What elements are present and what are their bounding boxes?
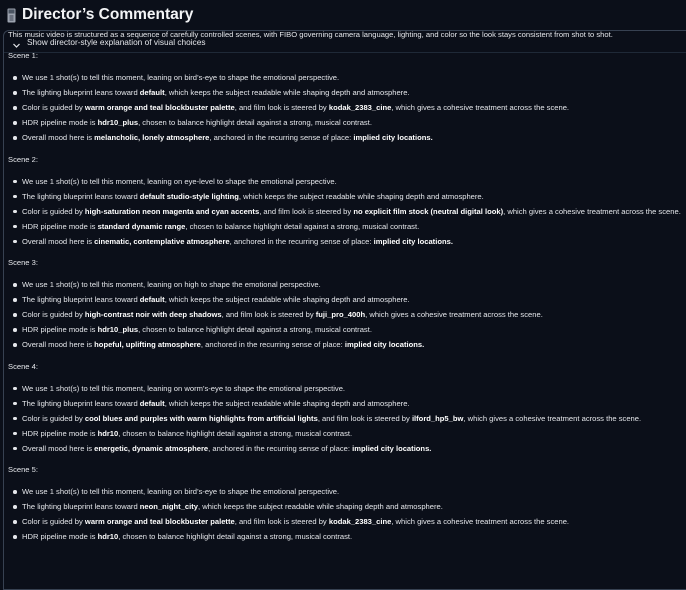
text-segment: , and film look is steered by	[259, 206, 354, 216]
bold-value: cool blues and purples with warm highlights from artificial lights	[84, 413, 318, 423]
bold-value: kodak_2383_cine	[328, 517, 392, 526]
list-item	[8, 444, 431, 454]
text-segment: , which keeps the subject readable while shaping depth and atmosphere.	[164, 295, 410, 304]
bold-value: default	[139, 398, 165, 408]
list-item	[8, 384, 345, 394]
text-segment: , which keeps the subject readable while shaping depth and atmosphere.	[164, 88, 410, 97]
bold-value: default studio-style lighting	[139, 191, 239, 201]
text-segment: , chosen to balance highlight detail against a strong, musical contrast.	[185, 221, 420, 231]
bold-value: hdr10_plus	[97, 118, 139, 127]
bold-value: default	[139, 295, 165, 304]
scene-heading: Scene 2:	[8, 154, 38, 164]
intro-paragraph: This music video is structured as a sequence of carefully controlled scenes, with FIBO governing camera language, lighting, and color so the look stays consistent from shot to shot.	[8, 30, 613, 39]
scene-heading: Scene 3:	[8, 258, 38, 267]
accordion-label: Show director-style explanation of visual choices	[27, 36, 206, 47]
list-item	[8, 222, 419, 232]
bold-value: hdr10	[97, 428, 119, 438]
text-segment: , and film look is steered by	[234, 517, 329, 526]
text-segment: We use 1 shot(s) to tell this moment, leaning on worm’s-eye to shape the emotional perspective.	[22, 383, 346, 393]
bold-value: kodak_2383_cine	[328, 103, 392, 112]
bold-value: implied city locations.	[352, 443, 432, 453]
list-item	[8, 73, 339, 83]
text-segment: , chosen to balance highlight detail against a strong, musical contrast.	[118, 532, 353, 541]
bold-value: cinematic, contemplative atmosphere	[94, 236, 230, 246]
list-item	[8, 103, 569, 113]
list-item	[8, 399, 410, 409]
list-item	[8, 207, 681, 217]
scene-section	[8, 258, 686, 349]
text-segment: , anchored in the recurring sense of place:	[200, 340, 345, 349]
bold-value: standard dynamic range	[97, 221, 186, 231]
list-item	[8, 177, 337, 187]
text-segment: The lighting blueprint leans toward	[22, 398, 140, 408]
bold-value: implied city locations.	[353, 133, 433, 142]
text-segment: , and film look is steered by	[234, 103, 329, 112]
text-segment: , which keeps the subject readable while shaping depth and atmosphere.	[198, 502, 443, 511]
text-segment: , and film look is steered by	[221, 310, 316, 319]
bold-value: high-saturation neon magenta and cyan accents	[84, 206, 260, 216]
text-segment: The lighting blueprint leans toward	[22, 295, 140, 304]
bold-value: warm orange and teal blockbuster palette	[84, 103, 235, 112]
list-item	[8, 340, 424, 350]
list-item	[8, 295, 410, 305]
text-segment: , which keeps the subject readable while shaping depth and atmosphere.	[238, 191, 484, 201]
list-item	[8, 192, 484, 202]
list-item	[8, 118, 372, 128]
bold-value: hopeful, uplifting atmosphere	[94, 340, 201, 349]
text-segment: Color is guided by	[22, 413, 85, 423]
bold-value: warm orange and teal blockbuster palette	[84, 517, 235, 526]
scene-section	[8, 361, 686, 453]
text-segment: Color is guided by	[22, 206, 85, 216]
bold-value: hdr10	[97, 532, 119, 541]
text-segment: We use 1 shot(s) to tell this moment, leaning on bird’s-eye to shape the emotional perspective.	[22, 73, 340, 82]
list-item	[8, 88, 410, 98]
text-segment: , anchored in the recurring sense of place:	[208, 443, 353, 453]
text-segment: Color is guided by	[22, 310, 85, 319]
text-segment: , which keeps the subject readable while shaping depth and atmosphere.	[164, 398, 410, 408]
text-segment: , chosen to balance highlight detail against a strong, musical contrast.	[138, 325, 372, 334]
bold-value: neon_night_city	[139, 502, 199, 511]
text-segment: The lighting blueprint leans toward	[22, 88, 140, 97]
list-item	[8, 280, 321, 290]
text-segment: Overall mood here is	[22, 133, 95, 142]
text-segment: Overall mood here is	[22, 340, 95, 349]
scene-section	[8, 465, 686, 541]
scene-heading: Scene 1:	[8, 51, 38, 60]
text-segment: The lighting blueprint leans toward	[22, 191, 140, 201]
text-segment: We use 1 shot(s) to tell this moment, leaning on high to shape the emotional perspective.	[22, 280, 321, 289]
text-segment: , anchored in the recurring sense of place:	[229, 236, 374, 246]
text-segment: , anchored in the recurring sense of place:	[209, 133, 354, 142]
list-item	[8, 310, 543, 320]
list-item	[8, 502, 443, 512]
scene-section	[8, 51, 686, 142]
scene-section	[8, 154, 686, 246]
text-segment: , which gives a cohesive treatment across the scene.	[503, 206, 681, 216]
text-segment: We use 1 shot(s) to tell this moment, leaning on bird’s-eye to shape the emotional perspective.	[22, 487, 340, 496]
bold-value: implied city locations.	[373, 236, 453, 246]
bold-value: hdr10_plus	[97, 325, 139, 334]
bold-value: energetic, dynamic atmosphere	[94, 443, 209, 453]
text-segment: HDR pipeline mode is	[22, 325, 98, 334]
text-segment: , which gives a cohesive treatment across the scene.	[463, 413, 642, 423]
list-item	[8, 237, 453, 247]
text-segment: , and film look is steered by	[317, 413, 412, 423]
bold-value: implied city locations.	[344, 340, 425, 349]
list-item	[8, 325, 372, 335]
text-segment: HDR pipeline mode is	[22, 532, 98, 541]
list-item	[8, 429, 352, 439]
text-segment: Color is guided by	[22, 517, 85, 526]
list-item	[8, 517, 569, 527]
text-segment: We use 1 shot(s) to tell this moment, leaning on eye-level to shape the emotional perspective.	[22, 176, 337, 186]
bold-value: ilford_hp5_bw	[411, 413, 464, 423]
text-segment: Overall mood here is	[22, 443, 95, 453]
list-item	[8, 414, 641, 424]
bold-value: default	[139, 88, 165, 97]
clapperboard-icon	[6, 8, 17, 23]
bold-value: no explicit film stock (neutral digital look)	[353, 206, 504, 216]
text-segment: Overall mood here is	[22, 236, 95, 246]
page-header	[6, 4, 193, 26]
list-item	[8, 487, 339, 497]
page-title: Director’s Commentary	[22, 6, 194, 23]
text-segment: , chosen to balance highlight detail against a strong, musical contrast.	[138, 118, 372, 127]
list-item	[8, 532, 352, 542]
list-item	[8, 133, 433, 143]
bold-value: high-contrast noir with deep shadows	[84, 310, 222, 319]
scene-heading: Scene 4:	[8, 361, 38, 371]
text-segment: , chosen to balance highlight detail against a strong, musical contrast.	[118, 428, 353, 438]
text-segment: , which gives a cohesive treatment across the scene.	[391, 103, 570, 112]
bold-value: melancholic, lonely atmosphere	[94, 133, 210, 142]
text-segment: Color is guided by	[22, 103, 85, 112]
text-segment: , which gives a cohesive treatment across the scene.	[365, 310, 543, 319]
text-segment: HDR pipeline mode is	[22, 118, 98, 127]
text-segment: HDR pipeline mode is	[22, 221, 98, 231]
text-segment: The lighting blueprint leans toward	[22, 502, 140, 511]
scene-heading: Scene 5:	[8, 465, 38, 474]
text-segment: HDR pipeline mode is	[22, 428, 98, 438]
text-segment: , which gives a cohesive treatment across the scene.	[391, 517, 570, 526]
bold-value: fuji_pro_400h	[315, 310, 366, 319]
